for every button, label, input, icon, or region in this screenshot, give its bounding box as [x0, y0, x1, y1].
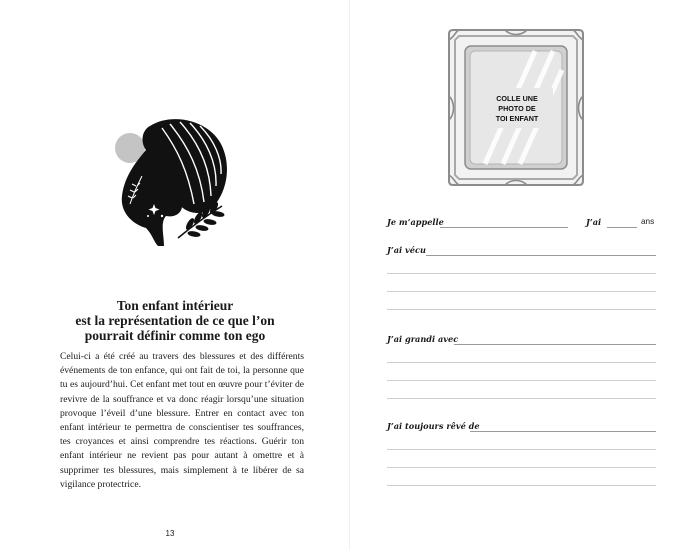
age-line[interactable]	[607, 227, 637, 228]
dreamed-line-1[interactable]	[470, 431, 656, 432]
heading-line-1: Ton enfant intérieur	[116, 298, 234, 313]
grew-up-line-2[interactable]	[387, 362, 656, 363]
photo-label-line-3: TOI ENFANT	[495, 114, 539, 123]
grew-up-line-1[interactable]	[454, 344, 656, 345]
lived-line-4[interactable]	[387, 309, 656, 310]
seated-woman-illustration-icon	[110, 112, 230, 247]
right-page	[350, 0, 700, 550]
lived-line-2[interactable]	[387, 273, 656, 274]
name-line[interactable]	[440, 227, 568, 228]
lived-line-1[interactable]	[426, 255, 656, 256]
page-number: 13	[165, 529, 175, 538]
heading-line-3: pourrait définir comme ton ego	[84, 328, 266, 343]
photo-placeholder-label	[474, 94, 560, 124]
dreamed-line-3[interactable]	[387, 467, 656, 468]
dreamed-line-4[interactable]	[387, 485, 656, 486]
name-label: Je m’appelle	[387, 217, 444, 227]
body-paragraph: Celui-ci a été créé au travers des blessures et des différents événements de ton enfance, qui ont fait de toi, la personne que tu es aujourd’hui. Cet enfant met tout en œuvre pour t’éviter de revivre de la souffrance et va donc réagir lorsqu’une situation provoque l’éveil d’une blessure. Entrer en contact avec ton enfant intérieur te permettra de conscientiser tes souffrances, tes croyances et ainsi comprendre tes réactions. Guérir ton enfant intérieur ne revient pas pour autant à omettre et à supprimer tes blessures, mais simplement à te libérer de sa vigilance protectrice.	[60, 351, 304, 490]
section-heading	[60, 298, 290, 343]
age-unit: ans	[641, 217, 655, 226]
grew-up-line-3[interactable]	[387, 380, 656, 381]
photo-label-line-2: PHOTO DE	[498, 104, 536, 113]
dreamed-label: J’ai toujours rêvé de	[387, 421, 480, 431]
grew-up-line-4[interactable]	[387, 398, 656, 399]
heading-line-2: est la représentation de ce que l’on	[75, 313, 275, 328]
age-label: J’ai	[586, 217, 602, 227]
grew-up-label: J’ai grandi avec	[387, 334, 459, 344]
lived-line-3[interactable]	[387, 291, 656, 292]
photo-label-line-1: COLLE UNE	[496, 94, 538, 103]
lived-label: J’ai vécu	[387, 245, 426, 255]
dreamed-line-2[interactable]	[387, 449, 656, 450]
